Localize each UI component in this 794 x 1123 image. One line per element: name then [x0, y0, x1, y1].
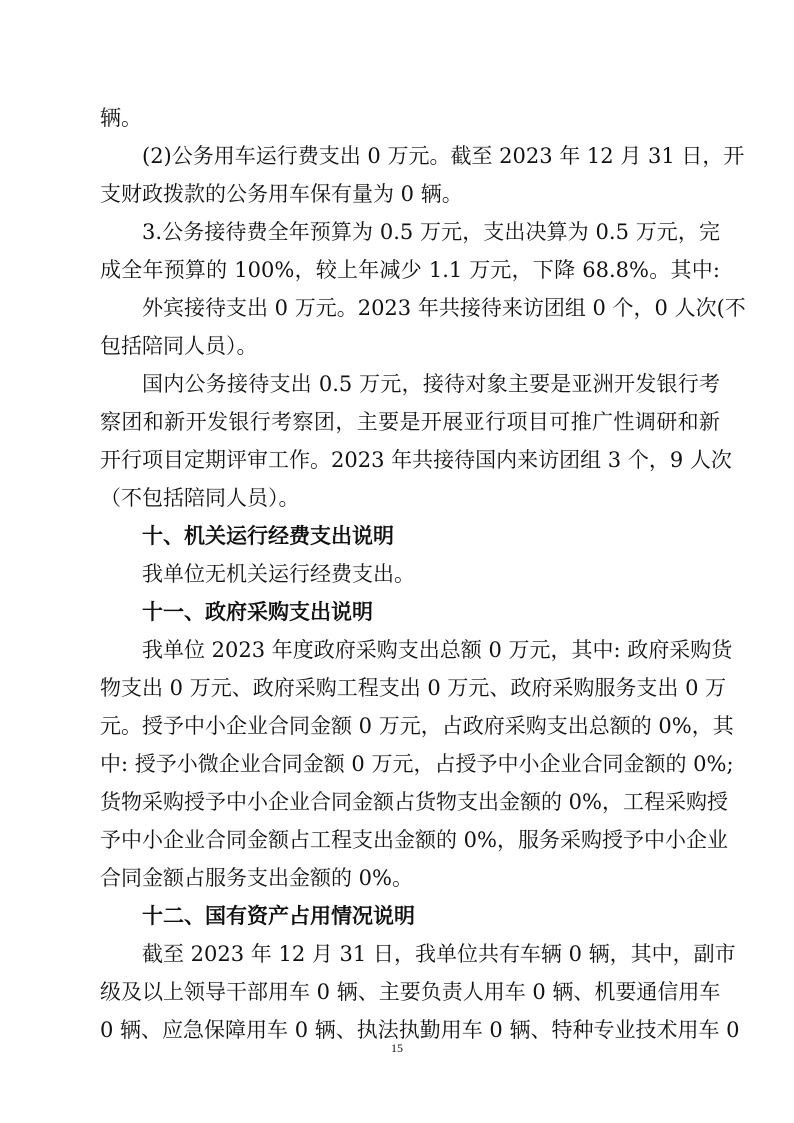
text-line: 国内公务接待支出 0.5 万元，接待对象主要是亚洲开发银行考	[142, 372, 720, 396]
section-heading: 十、机关运行经费支出说明	[142, 524, 394, 548]
text-line: (2)公务用车运行费支出 0 万元。截至 2023 年 12 月 31 日，开	[142, 144, 745, 168]
text-line: 我单位无机关运行经费支出。	[142, 562, 415, 586]
section-heading: 十一、政府采购支出说明	[142, 600, 373, 624]
page-number: 15	[391, 1041, 403, 1055]
text-line: 开行项目定期评审工作。2023 年共接待国内来访团组 3 个，9 人次	[100, 448, 732, 472]
text-line: 予中小企业合同金额占工程支出金额的 0%，服务采购授予中小企业	[100, 828, 728, 852]
text-line: 截至 2023 年 12 月 31 日，我单位共有车辆 0 辆，其中，副市	[142, 942, 736, 966]
text-line: 货物采购授予中小企业合同金额占货物支出金额的 0%，工程采购授	[100, 790, 728, 814]
text-line: 外宾接待支出 0 万元。2023 年共接待来访团组 0 个，0 人次(不	[142, 296, 746, 320]
text-line: 0 辆、应急保障用车 0 辆、执法执勤用车 0 辆、特种专业技术用车 0	[100, 1018, 740, 1042]
text-line: 包括陪同人员）。	[100, 334, 258, 358]
text-line: 3.公务接待费全年预算为 0.5 万元，支出决算为 0.5 万元，完	[142, 220, 720, 244]
text-line: 支财政拨款的公务用车保有量为 0 辆。	[100, 182, 463, 206]
text-line: 中: 授予小微企业合同金额 0 万元，占授予中小企业合同金额的 0%;	[100, 752, 734, 776]
text-line: 物支出 0 万元、政府采购工程支出 0 万元、政府采购服务支出 0 万	[100, 676, 727, 700]
text-line: 察团和新开发银行考察团，主要是开展亚行项目可推广性调研和新	[100, 410, 720, 434]
text-line: 辆。	[100, 106, 142, 130]
text-line: 成全年预算的 100%，较上年减少 1.1 万元，下降 68.8%。其中:	[100, 258, 720, 282]
text-line: 合同金额占服务支出金额的 0%。	[100, 866, 413, 890]
text-line: （不包括陪同人员）。	[100, 486, 300, 510]
text-line: 我单位 2023 年度政府采购支出总额 0 万元，其中: 政府采购货	[142, 638, 733, 662]
section-heading: 十二、国有资产占用情况说明	[142, 904, 415, 928]
text-line: 元。授予中小企业合同金额 0 万元，占政府采购支出总额的 0%，其	[100, 714, 734, 738]
text-line: 级及以上领导干部用车 0 辆、主要负责人用车 0 辆、机要通信用车	[100, 980, 721, 1004]
